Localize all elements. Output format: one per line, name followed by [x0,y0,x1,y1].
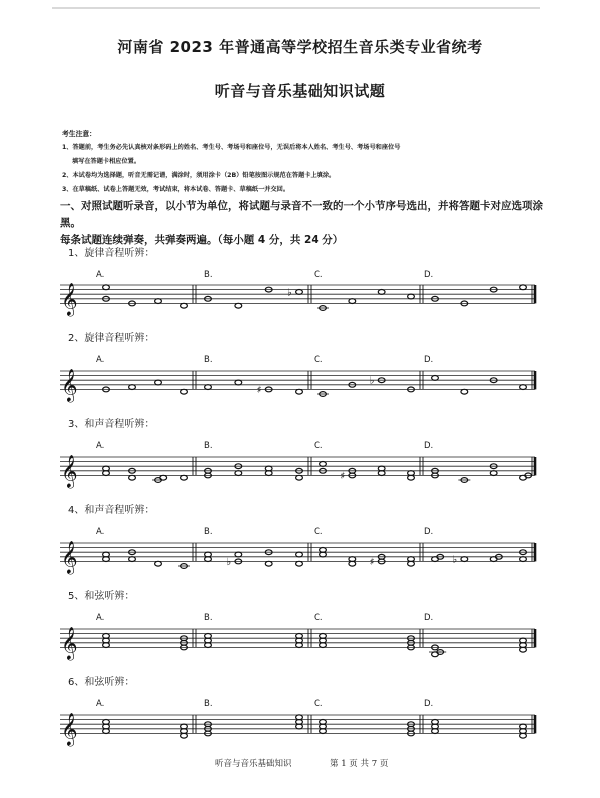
music-staff [60,703,535,753]
chord [432,554,444,561]
option-label: D. [424,699,434,709]
chord [520,638,527,652]
chord [181,724,188,738]
note-head [296,561,303,566]
question-label: 6、和弦听辨： [68,677,135,688]
chord [296,468,303,480]
note-head [378,290,385,295]
note-item: 3、在草稿纸、试卷上答题无效，考试结束，将本试卷、答题卡、草稿纸一并交回。 [62,186,290,193]
option-label: D. [424,613,434,623]
note-head [461,389,468,394]
chord [429,645,446,657]
note-head [296,389,303,394]
sharp-icon: ♯ [256,384,262,396]
sharp-icon: ♯ [369,556,375,568]
question-label: 1、旋律音程听辨： [68,248,155,259]
instruction-line: 一、对照试题听录音，以小节为单位，将试题与录音不一致的一个小节序号选出，并将答题卡对应选项涂黑。 [60,200,543,229]
chord [490,464,497,476]
chord [152,475,167,482]
note [520,285,527,290]
chord [205,634,212,648]
note [178,564,190,569]
question-label: 2、旋律音程听辨： [68,333,155,344]
option-label: D. [424,527,434,537]
note [432,376,439,381]
option-label: B. [204,355,213,365]
chord [408,471,415,480]
note-head [320,462,327,467]
note-head [432,376,439,381]
footer-page-number: 第 1 页 共 7 页 [330,759,389,769]
chord [320,720,327,734]
chord [296,552,303,566]
note [317,306,329,311]
option-label: A. [96,355,105,365]
section-instructions [60,198,546,249]
option-label: B. [204,699,213,709]
note [317,392,329,397]
note [520,385,527,390]
note [257,385,272,396]
note [287,287,302,298]
note-head [296,552,303,557]
note [349,299,356,304]
chord [226,552,241,568]
chord [408,557,415,566]
note [181,389,188,394]
note-item: 1、答题前，考生务必先认真核对条形码上的姓名、考生号、考场号和座位号，无误后将本人姓名、考生号、考场号和座位号 [62,144,401,151]
note [235,303,242,308]
option-label: D. [424,355,434,365]
option-label: A. [96,699,105,709]
note-head [296,290,303,295]
note-head [520,385,527,390]
note [155,561,162,566]
chord [103,466,110,475]
note-head [349,299,356,304]
note-head [103,285,110,290]
note-head [520,557,527,562]
option-label: C. [314,270,323,280]
flat-icon: ♭ [226,556,232,568]
option-label: B. [204,527,213,537]
exam-title: 河南省 2023 年普通高等学校招生音乐类专业省统考 [117,38,483,56]
note-head [155,561,162,566]
note [181,475,188,480]
flat-icon: ♭ [287,287,292,299]
note [155,380,162,385]
note-head [205,385,212,390]
chord [520,724,527,738]
chord [520,473,532,480]
note [458,478,470,483]
option-label: C. [314,355,323,365]
note-head [181,303,188,308]
sharp-icon: ♯ [340,470,346,482]
note [235,380,242,385]
note [181,303,188,308]
note [205,385,212,390]
flat-icon: ♭ [452,554,458,566]
note [461,389,468,394]
chord [265,466,272,475]
chord [349,557,356,566]
note-item: 填写在答题卡相应位置。 [72,158,141,165]
note-head [265,561,272,566]
note [408,294,415,299]
option-label: C. [314,527,323,537]
option-label: C. [314,613,323,623]
treble-clef-icon: 𝄞 [61,454,78,488]
note [296,389,303,394]
chord [235,464,242,476]
option-label: C. [314,441,323,451]
chord [205,552,212,561]
chord [129,550,136,562]
chord [296,634,303,648]
note-head [235,380,242,385]
note-head [155,380,162,385]
candidate-notes [62,127,542,197]
note-head [520,285,527,290]
chord [103,720,110,734]
music-staff [60,445,535,495]
treble-clef-icon: 𝄞 [61,712,78,746]
chord [103,552,110,561]
exam-subtitle: 听音与音乐基础知识试题 [214,82,386,100]
option-label: D. [424,441,434,451]
chord [320,548,327,557]
treble-clef-icon: 𝄞 [61,282,78,316]
top-border [52,7,540,9]
option-label: A. [96,613,105,623]
note-head [181,389,188,394]
note-head [235,552,242,557]
option-label: B. [204,270,213,280]
option-label: D. [424,270,434,280]
note [129,385,136,390]
option-label: C. [314,699,323,709]
option-label: B. [204,613,213,623]
note-head [129,557,136,562]
note-head [490,471,497,476]
question-label: 3、和声音程听辨： [68,419,155,430]
note-head [235,471,242,476]
chord [520,550,527,562]
note [452,555,467,566]
chord [432,720,439,734]
music-staff [60,359,535,409]
chord [320,462,327,474]
treble-clef-icon: 𝄞 [61,540,78,574]
treble-clef-icon: 𝄞 [61,368,78,402]
footer-subject: 听音与音乐基础知识 [215,759,292,769]
chord [103,634,110,648]
chord [432,468,439,477]
chord [296,715,303,729]
music-staff [60,273,535,323]
note-head [461,557,468,562]
note-item: 2、本试卷均为选择题，听音无需记谱，满涂时，须用涂卡（2B）铅笔按图示规范在答题卡上填涂。 [62,172,336,179]
note [378,290,385,295]
chord [205,468,212,477]
note-head [181,475,188,480]
note-head [155,299,162,304]
treble-clef-icon: 𝄞 [61,626,78,660]
chord [129,468,136,480]
option-label: B. [204,441,213,451]
chord [320,634,327,648]
music-staff [60,531,535,581]
instruction-line: 每条试题连续弹奏，共弹奏两遍。（每小题 4 分，共 24 分） [60,234,344,246]
chord [490,554,502,561]
option-label: A. [96,441,105,451]
option-label: A. [96,527,105,537]
option-label: A. [96,270,105,280]
note-head [408,294,415,299]
note-head [235,303,242,308]
note-head [129,385,136,390]
chord [378,466,385,475]
music-staff [60,617,535,667]
note-head [129,475,136,480]
question-label: 5、和弦听辨： [68,591,135,602]
note [155,299,162,304]
flat-icon: ♭ [369,375,375,387]
question-label: 4、和声音程听辨： [68,505,155,516]
notes-heading: 考生注意： [62,130,96,138]
note-head [296,475,303,480]
